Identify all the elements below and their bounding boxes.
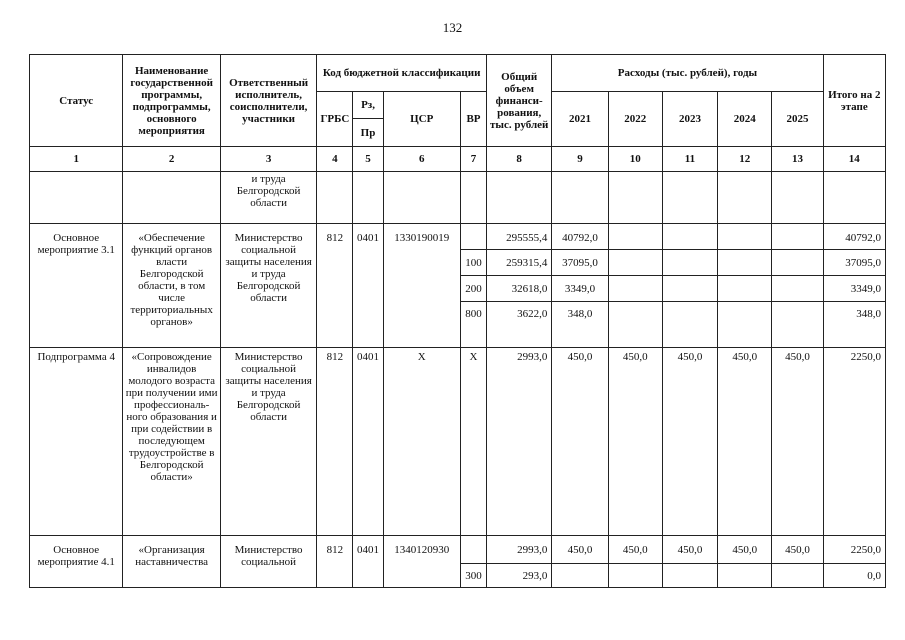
measure-3-1-stage-total: 40792,0 [823, 224, 885, 250]
subprogram-4-csr: X [383, 348, 460, 536]
vr-2021: 348,0 [552, 302, 608, 348]
vr-stage-total: 0,0 [823, 564, 885, 588]
vr-2021: 37095,0 [552, 250, 608, 276]
measure-4-1-status: Основное мероприятие 4.1 [30, 536, 123, 588]
header-year-2022: 2022 [608, 92, 662, 147]
header-pr: Пр [353, 119, 383, 147]
column-number: 5 [353, 147, 383, 172]
vr-total: 259315,4 [487, 250, 552, 276]
measure-3-1-csr: 1330190019 [383, 224, 460, 348]
measure-3-1-grbs: 812 [317, 224, 353, 348]
column-number: 11 [662, 147, 717, 172]
subprogram-4-vr: X [460, 348, 486, 536]
column-number: 9 [552, 147, 608, 172]
measure-3-1-rzpr: 0401 [353, 224, 383, 348]
column-number: 14 [823, 147, 885, 172]
subprogram-4-name: «Сопровождение инвалидов молодого возраста при получении ими профессиональ-ного образования и при содействии в последующем трудоустройстве в Белгородской области» [123, 348, 220, 536]
column-number: 4 [317, 147, 353, 172]
subprogram-4-row [30, 348, 886, 536]
subprogram-4-executor: Министерство социальной защиты населения и труда Белгородской области [220, 348, 316, 536]
measure-4-1-2023: 450,0 [662, 536, 717, 564]
measure-3-1-row [30, 224, 886, 250]
header-year-2023: 2023 [662, 92, 717, 147]
vr-code: 200 [460, 276, 486, 302]
subprogram-4-stage-total: 2250,0 [823, 348, 885, 536]
subprogram-4-grbs: 812 [317, 348, 353, 536]
measure-4-1-executor: Министерство социальной [220, 536, 316, 588]
subprogram-4-2023: 450,0 [662, 348, 717, 536]
subprogram-4-2024: 450,0 [718, 348, 772, 536]
header-executor: Ответственный исполнитель, соисполнители, участники [220, 55, 316, 147]
column-number: 7 [460, 147, 486, 172]
column-number: 6 [383, 147, 460, 172]
vr-stage-total: 3349,0 [823, 276, 885, 302]
vr-total: 32618,0 [487, 276, 552, 302]
budget-table [29, 54, 886, 588]
subprogram-4-rzpr: 0401 [353, 348, 383, 536]
header-vr: ВР [460, 92, 486, 147]
measure-4-1-rzpr: 0401 [353, 536, 383, 588]
vr-stage-total: 37095,0 [823, 250, 885, 276]
vr-stage-total: 348,0 [823, 302, 885, 348]
measure-4-1-total: 2993,0 [487, 536, 552, 564]
measure-4-1-stage-total: 2250,0 [823, 536, 885, 564]
vr-code: 800 [460, 302, 486, 348]
header-grbs: ГРБС [317, 92, 353, 147]
continuation-executor: и труда Белгородской области [220, 172, 316, 224]
header-total-volume: Общий объем финанси-рования, тыс. рублей [487, 55, 552, 147]
header-year-2024: 2024 [718, 92, 772, 147]
header-expenses: Расходы (тыс. рублей), годы [552, 55, 823, 92]
column-numbers-row [30, 147, 886, 172]
vr-code: 300 [460, 564, 486, 588]
column-number: 8 [487, 147, 552, 172]
continuation-row [30, 172, 886, 224]
vr-total: 293,0 [487, 564, 552, 588]
column-number: 10 [608, 147, 662, 172]
header-year-2021: 2021 [552, 92, 608, 147]
measure-3-1-name: «Обеспечение функций органов власти Белгородской области, в том числе территориальных органов» [123, 224, 220, 348]
header-status: Статус [30, 55, 123, 147]
vr-2021: 3349,0 [552, 276, 608, 302]
header-name: Наименование государственной программы, подпрограммы, основного мероприятия [123, 55, 220, 147]
header-rz: Рз, [353, 92, 383, 119]
page-number: 132 [442, 20, 463, 35]
measure-3-1-total: 295555,4 [487, 224, 552, 250]
measure-4-1-2024: 450,0 [718, 536, 772, 564]
subprogram-4-2021: 450,0 [552, 348, 608, 536]
header-csr: ЦСР [383, 92, 460, 147]
column-number: 12 [718, 147, 772, 172]
subprogram-4-status: Подпрограмма 4 [30, 348, 123, 536]
measure-4-1-row [30, 536, 886, 564]
measure-4-1-2021: 450,0 [552, 536, 608, 564]
vr-code: 100 [460, 250, 486, 276]
measure-4-1-grbs: 812 [317, 536, 353, 588]
subprogram-4-2022: 450,0 [608, 348, 662, 536]
header-stage-total: Итого на 2 этапе [823, 55, 885, 147]
measure-3-1-2021: 40792,0 [552, 224, 608, 250]
header-year-2025: 2025 [772, 92, 823, 147]
column-number: 1 [30, 147, 123, 172]
measure-4-1-name: «Организация наставничества [123, 536, 220, 588]
measure-3-1-executor: Министерство социальной защиты населения и труда Белгородской области [220, 224, 316, 348]
measure-4-1-2025: 450,0 [772, 536, 823, 564]
column-number: 3 [220, 147, 316, 172]
header-budget-code: Код бюджетной классификации [317, 55, 487, 92]
subprogram-4-2025: 450,0 [772, 348, 823, 536]
subprogram-4-total: 2993,0 [487, 348, 552, 536]
column-number: 13 [772, 147, 823, 172]
column-number: 2 [123, 147, 220, 172]
measure-4-1-2022: 450,0 [608, 536, 662, 564]
vr-total: 3622,0 [487, 302, 552, 348]
measure-3-1-status: Основное мероприятие 3.1 [30, 224, 123, 348]
measure-4-1-csr: 1340120930 [383, 536, 460, 588]
